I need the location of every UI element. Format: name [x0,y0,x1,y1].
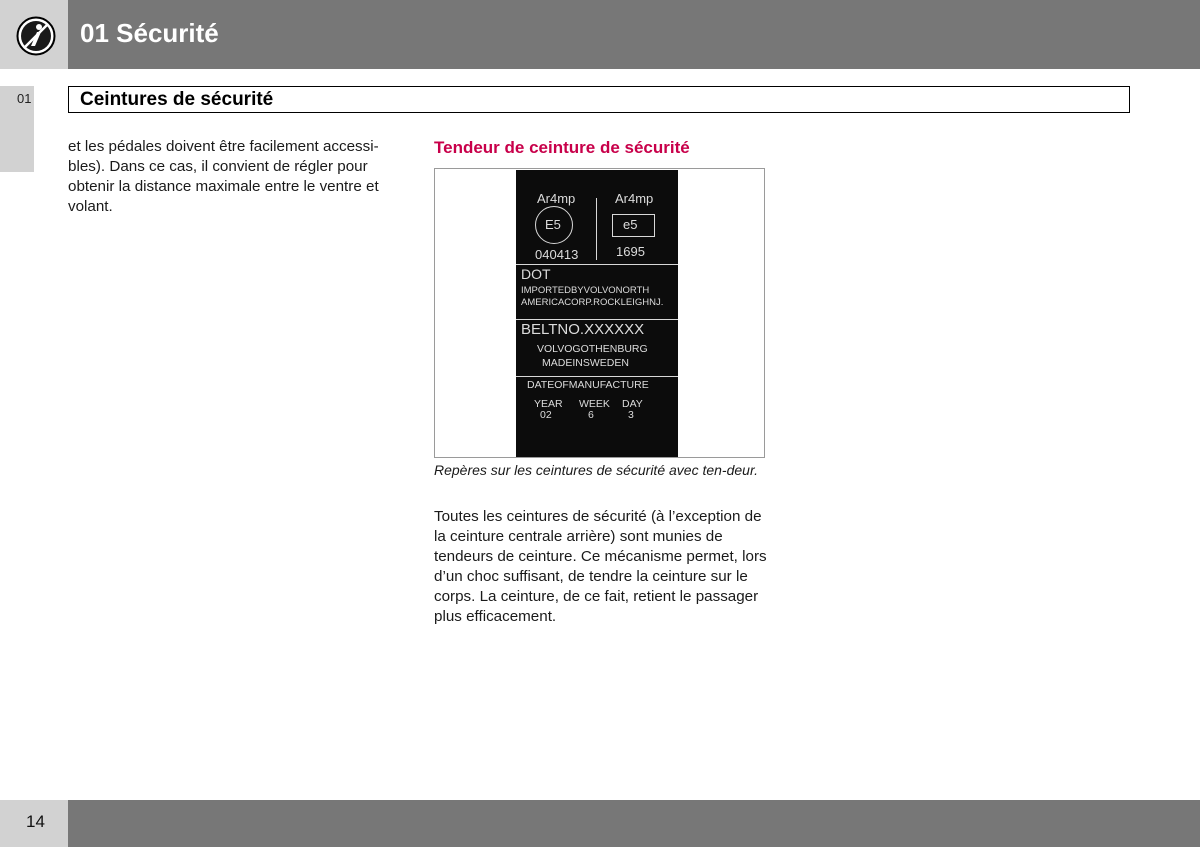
year-label: YEAR [534,398,563,410]
chapter-title: 01 Sécurité [80,18,219,48]
approval-right-code: Ar4mp [615,191,654,206]
label-divider-1 [516,264,678,265]
approval-right-mark: e5 [623,217,638,232]
maker-line-2: MADEINSWEDEN [542,357,629,369]
importer-line-2: AMERICACORP.ROCKLEIGHNJ. [521,297,664,308]
day-label: DAY [622,398,643,410]
week-value: 6 [588,409,594,421]
right-column-paragraph: Toutes les ceintures de sécurité (à l’exception de la ceinture centrale arrière) sont munies de tendeurs de ceinture. Ce mécanisme permet, lors d’un choc suffisant, de tendre la ceinture sur le corps. La ceinture, de ce fait, retient le passager plus efficacement. [434,508,767,625]
day-value: 3 [628,409,634,421]
footer-bar [68,800,1200,847]
seatbelt-label-figure [434,168,765,458]
approval-left-mark: E5 [545,217,561,232]
label-divider-2 [516,319,678,320]
label-divider-3 [516,376,678,377]
year-value: 02 [540,409,552,421]
left-column-paragraph: et les pédales doivent être facilement accessi-bles). Dans ce cas, il convient de régler pour obtenir la distance maximale entre le ventre et volant. [68,138,379,215]
subheading: Tendeur de ceinture de sécurité [434,138,690,157]
approval-divider [596,198,597,260]
approval-right-number: 1695 [616,244,645,259]
info-seatbelt-icon [16,16,56,56]
page-number: 14 [26,812,45,831]
date-of-manufacture-title: DATEOFMANUFACTURE [527,379,649,391]
side-tab-label: 01 [17,91,32,106]
belt-number: BELTNO.XXXXXX [521,321,645,338]
seatbelt-label [516,170,678,457]
importer-line-1: IMPORTEDBYVOLVONORTH [521,285,650,296]
approval-left-number: 040413 [535,247,579,262]
week-label: WEEK [579,398,610,410]
header-bar [68,0,1200,69]
dot-text: DOT [521,266,551,282]
section-title: Ceintures de sécurité [80,89,274,110]
approval-left-code: Ar4mp [537,191,576,206]
maker-line-1: VOLVOGOTHENBURG [537,343,648,355]
figure-caption: Repères sur les ceintures de sécurité avec ten-deur. [434,462,758,478]
